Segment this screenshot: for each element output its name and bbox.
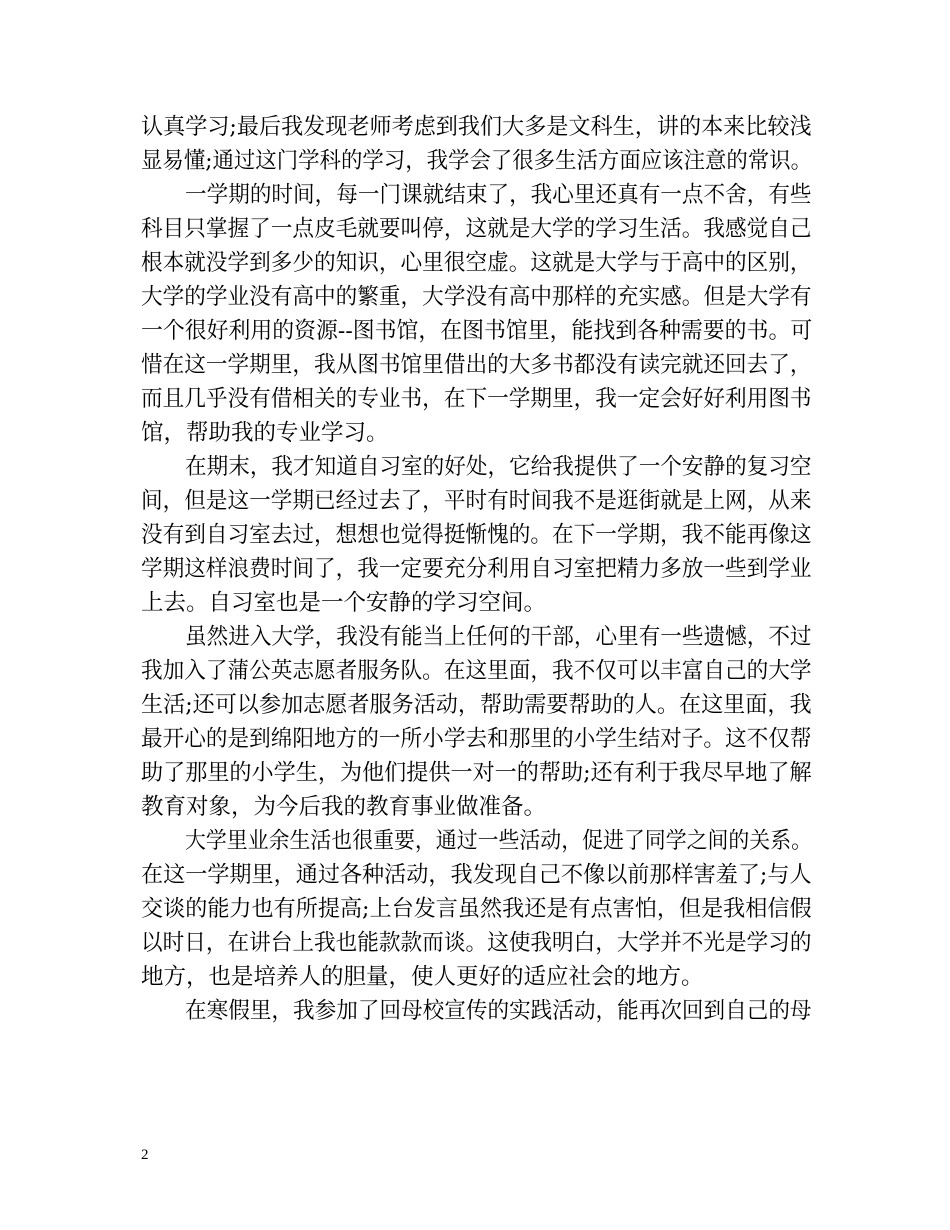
text-line: 地方，也是培养人的胆量，使人更好的适应社会的地方。 [141, 964, 704, 990]
text-line: 没有到自习室去过，想想也觉得挺惭愧的。在下一学期，我不能再像这 [141, 522, 812, 548]
text-line: 在寒假里，我参加了回母校宣传的实践活动，能再次回到自己的母 [185, 998, 812, 1024]
text-line: 交谈的能力也有所提高;上台发言虽然我还是有点害怕，但是我相信假 [141, 896, 812, 922]
text-line: 在期末，我才知道自习室的好处，它给我提供了一个安静的复习空 [185, 454, 812, 480]
text-line: 一学期的时间，每一门课就结束了，我心里还真有一点不舍，有些 [185, 182, 812, 208]
text-line: 认真学习;最后我发现老师考虑到我们大多是文科生，讲的本来比较浅 [141, 114, 812, 140]
text-line: 间，但是这一学期已经过去了，平时有时间我不是逛街就是上网，从来 [141, 488, 812, 514]
text-line: 上去。自习室也是一个安静的学习空间。 [141, 590, 547, 616]
text-line: 我加入了蒲公英志愿者服务队。在这里面，我不仅可以丰富自己的大学 [141, 658, 812, 684]
text-line: 生活;还可以参加志愿者服务活动，帮助需要帮助的人。在这里面，我 [141, 692, 812, 718]
text-line: 显易懂;通过这门学科的学习，我学会了很多生活方面应该注意的常识。 [141, 148, 813, 174]
text-line: 学期这样浪费时间了，我一定要充分利用自习室把精力多放一些到学业 [141, 556, 812, 582]
text-line: 虽然进入大学，我没有能当上任何的干部，心里有一些遗憾，不过 [185, 624, 812, 650]
text-line: 惜在这一学期里，我从图书馆里借出的大多书都没有读完就还回去了， [141, 352, 812, 378]
text-line: 以时日，在讲台上我也能款款而谈。这使我明白，大学并不光是学习的 [141, 930, 812, 956]
text-line: 最开心的是到绵阳地方的一所小学去和那里的小学生结对子。这不仅帮 [141, 726, 812, 752]
text-line: 教育对象，为今后我的教育事业做准备。 [141, 794, 547, 820]
text-line: 大学的学业没有高中的繁重，大学没有高中那样的充实感。但是大学有 [141, 284, 812, 310]
text-line: 大学里业余生活也很重要，通过一些活动，促进了同学之间的关系。 [185, 828, 813, 854]
text-line: 一个很好利用的资源--图书馆，在图书馆里，能找到各种需要的书。可 [141, 318, 813, 344]
text-line: 助了那里的小学生，为他们提供一对一的帮助;还有利于我尽早地了解 [141, 760, 812, 786]
page-number: 2 [141, 1147, 149, 1163]
text-line: 馆，帮助我的专业学习。 [141, 420, 389, 446]
text-line: 科目只掌握了一点皮毛就要叫停，这就是大学的学习生活。我感觉自己 [141, 216, 812, 242]
text-line: 而且几乎没有借相关的专业书，在下一学期里，我一定会好好利用图书 [141, 386, 812, 412]
text-line: 在这一学期里，通过各种活动，我发现自己不像以前那样害羞了;与人 [141, 862, 812, 888]
text-line: 根本就没学到多少的知识，心里很空虚。这就是大学与于高中的区别， [141, 250, 812, 276]
